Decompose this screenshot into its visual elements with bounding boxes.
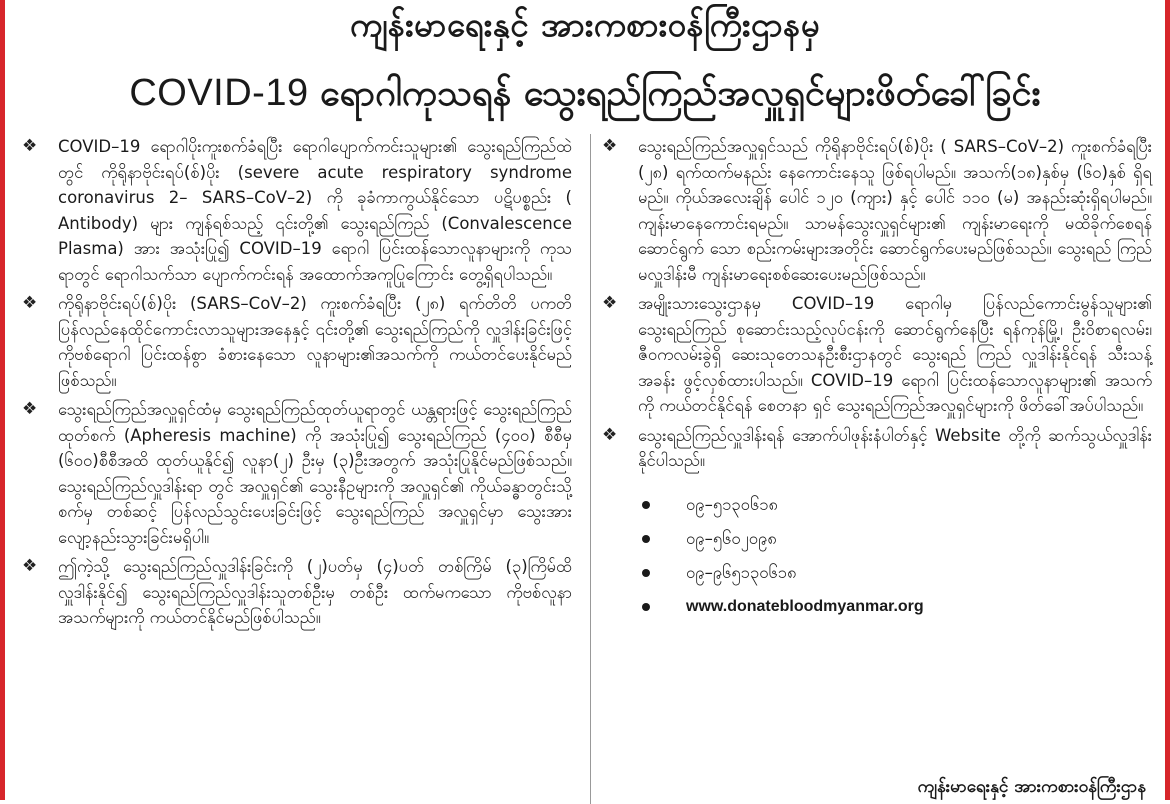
paragraph [20,397,572,550]
paragraph-text: အမျိုးသားသွေးဌာနမှ COVID–19 ရောဂါမှ ပြန်လည်ကောင်းမွန်သူများ၏ သွေးရည်ကြည် စုဆောင်းသည့်လုပ်ငန်းကို ဆောင်ရွက်နေပြီး ရန်ကုန်မြို့၊ ဦးဝိစာရလမ်း၊ ဇီဝကလမ်းခွဲရှိ ဆေးသုတေသနဦးစီးဌာနတွင် သွေးရည် ကြည် လှူဒါန်းနိုင်ရန် သီးသန့်အခန်း ဖွင့်လှစ်ထားပါသည်။ COVID–19 ရောဂါ ပြင်းထန်သောလူနာများ၏ အသက်ကို ကယ်တင်နိုင်ရန် စေတနာ ရှင် သွေးရည်ကြည်အလှူရှင်များကို ဖိတ်ခေါ်အပ်ပါသည်။ [638,294,1152,415]
diamond-bullet-icon: ❖ [602,293,618,313]
page-title-myanmar: ရောဂါကုသရန် သွေးရည်ကြည်အလှူရှင်များဖိတ်ခေါ်ခြင်း [320,73,1041,114]
paragraph [600,423,1152,474]
paragraph [20,554,572,631]
bullet-dot-icon [642,501,650,509]
paragraph-text: သွေးရည်ကြည်အလှူရှင်သည် ကိုရိုနာဗိုင်းရပ်(စ်)ပိုး ( SARS–CoV–2) ကူးစက်ခံရပြီး (၂၈) ရက်ထက်မနည်း နေကောင်းနေသူ ဖြစ်ရပါမည်။ အသက်(၁၈)နှစ်မှ (၆၀)နှစ် ရှိရမည်။ ကိုယ်အလေးချိန် ပေါင် ၁၂၀ (ကျား) နှင့် ပေါင် ၁၁၀ (မ) အနည်းဆုံးရှိရပါမည်။ ကျန်းမာနေကောင်းရမည်။ သာမန်သွေးလှူရှင်များ၏ ကျန်းမာရေးကို မထိခိုက်စေရန် ဆောင်ရွက် သော စည်းကမ်းများအတိုင်း ဆောင်ရွက်ပေးမည်ဖြစ်သည်။ သွေးရည် ကြည်မလှူဒါန်းမီ ကျန်းမာရေးစစ်ဆေးပေးမည်ဖြစ်သည်။ [638,137,1152,284]
issuer-signature: ကျန်းမာရေးနှင့် အားကစားဝန်ကြီးဌာန [917,777,1146,797]
ministry-title: ကျန်းမာရေးနှင့် အားကစားဝန်ကြီးဌာနမှ [349,5,821,44]
diamond-bullet-icon: ❖ [22,556,38,576]
paragraph [600,291,1152,419]
bullet-dot-icon [642,535,650,543]
bullet-dot-icon [642,603,650,611]
paragraph-text: COVID–19 ရောဂါပိုးကူးစက်ခံရပြီး ရောဂါပျောက်ကင်းသူများ၏ သွေးရည်ကြည်ထဲတွင် ကိုရိုနာဗိုင်းရပ်(စ်)ပိုး (severe acute respiratory syndrome coronavirus 2– SARS–CoV–2) ကို ခုခံကာကွယ်နိုင်သော ပဋိပစ္စည်း ( Antibody) များ ကျန်ရစ်သည့် ၎င်းတို့၏ သွေးရည်ကြည် (Convalescence Plasma) အား အသုံးပြု၍ COVID–19 ရောဂါ ပြင်းထန်သောလူနာများကို ကုသရာတွင် ရောဂါသက်သာ ပျောက်ကင်းရန် အထောက်အကူပြုကြောင်း တွေ့ရှိရပါသည်။ [58,137,572,284]
diamond-bullet-icon: ❖ [22,399,38,419]
contact-phone[interactable] [642,522,1152,556]
diamond-bullet-icon: ❖ [22,136,38,156]
paragraph-text: သွေးရည်ကြည်လှူဒါန်းရန် အောက်ပါဖုန်းနံပါတ်နှင့် Website တို့ကို ဆက်သွယ်လှူဒါန်းနိုင်ပါသည်။ [638,425,1152,470]
contact-phone[interactable] [642,488,1152,522]
page-title-latin: COVID-19 [129,72,309,114]
diamond-bullet-icon: ❖ [22,293,38,313]
diamond-bullet-icon: ❖ [602,424,618,445]
phone-number: ၀၉–၅၁၃၀၆၁၈ [686,494,778,514]
paragraph-text: ကိုရိုနာဗိုင်းရပ်(စ်)ပိုး (SARS–CoV–2) ကူးစက်ခံရပြီး (၂၈) ရက်တိတိ ပကတိ ပြန်လည်နေထိုင်ကောင်းလာသူများအနေနှင့် ၎င်းတို့၏ သွေးရည်ကြည်ကို လှူဒါန်းခြင်းဖြင့် ကိုဗစ်ရောဂါ ပြင်းထန်စွာ ခံစားနေသော လူနာများ၏အသက်ကို ကယ်တင်ပေးနိုင်မည်ဖြစ်သည်။ [58,294,572,390]
diamond-bullet-icon: ❖ [602,136,618,156]
contact-website[interactable] [642,590,1152,624]
paragraph-text: သွေးရည်ကြည်အလှူရှင်ထံမှ သွေးရည်ကြည်ထုတ်ယူရာတွင် ယန္တရားဖြင့် သွေးရည်ကြည်ထုတ်စက် (Apheresis machine) ကို အသုံးပြု၍ သွေးရည်ကြည် (၄၀၀) စီစီမှ (၆၀၀)စီစီအထိ ထုတ်ယူနိုင်၍ လူနာ(၂) ဦးမှ (၃)ဦးအတွက် အသုံးပြုနိုင်မည်ဖြစ်သည်။ သွေးရည်ကြည်လှူဒါန်းရာ တွင် အလှူရှင်၏ သွေးနီဥများကို အလှူရှင်၏ ကိုယ်ခန္ဓာတွင်းသို့ စက်မှ တစ်ဆင့် ပြန်လည်သွင်းပေးခြင်းဖြင့် သွေးရည်ကြည် အလှူရှင်မှာ သွေးအား လျော့နည်းသွားခြင်းမရှိပါ။ [58,400,572,547]
bullet-dot-icon [642,569,650,577]
phone-number: ၀၉–၅၆၀၂၀၉၈ [686,528,777,548]
column-divider [590,134,591,804]
paragraph [600,134,1152,287]
paragraph [20,291,572,393]
contact-phone[interactable] [642,556,1152,590]
page-title [0,60,1170,126]
paragraph-text: ဤကဲ့သို့ သွေးရည်ကြည်လှူဒါန်းခြင်းကို (၂)ပတ်မှ (၄)ပတ် တစ်ကြိမ် (၃)ကြိမ်ထိ လှူဒါန်းနိုင်၍ သွေးရည်ကြည်လှူဒါန်းသူတစ်ဦးမှ တစ်ဦး ထက်မကသော ကိုဗစ်လူနာအသက်များကို ကယ်တင်နိုင်မည်ဖြစ်ပါသည်။ [58,557,572,627]
contact-list [600,488,1152,624]
left-column [20,134,572,635]
phone-number: ၀၉–၉၆၅၁၃၀၆၁၈ [686,562,797,582]
paragraph [20,134,572,287]
website-link[interactable]: www.donatebloodmyanmar.org [686,597,924,615]
right-column [600,134,1152,624]
